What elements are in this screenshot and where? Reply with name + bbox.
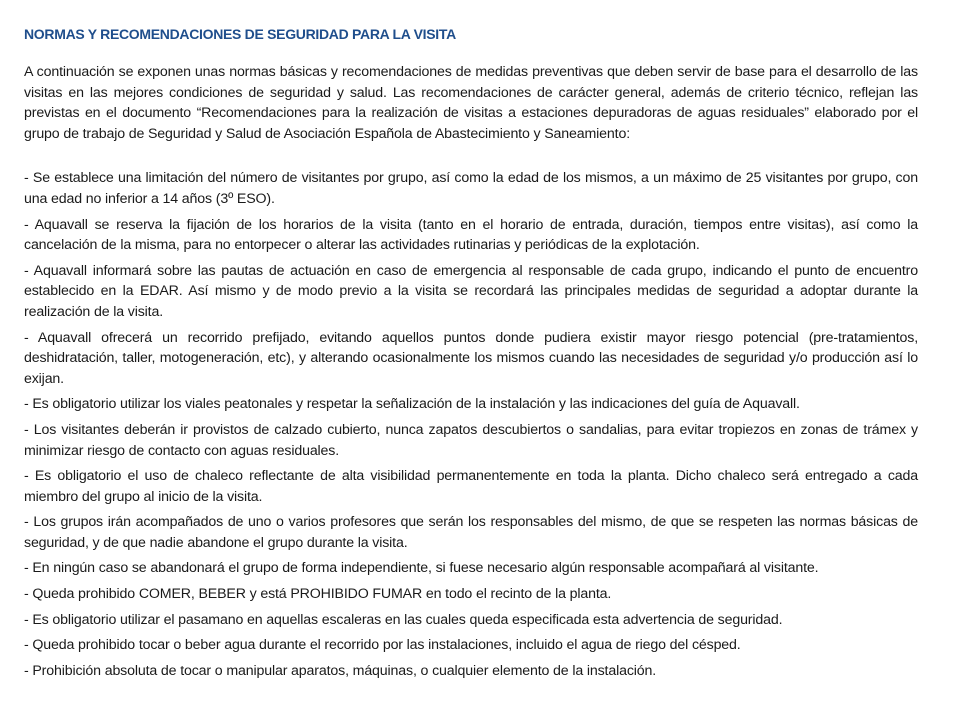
- rule-item: - En ningún caso se abandonará el grupo de forma independiente, si fuese necesario algún responsable acompañará al visitante.: [24, 560, 819, 577]
- rule-item: - Prohibición absoluta de tocar o manipular aparatos, máquinas, o cualquier elemento de la instalación.: [24, 662, 657, 679]
- intro-paragraph: A continuación se exponen unas normas básicas y recomendaciones de medidas preventivas que deben servir de base para el desarrollo de las visitas en las mejores condiciones de seguridad y salud. Las recomendaciones de carácter general, además de criterio técnico, reflejan las previstas en el documento “Recomendaciones para la realización de visitas a estaciones depuradoras de aguas residuales” elaborado por el grupo de trabajo de Seguridad y Salud de Asociación Española de Abastecimiento y Saneamiento:: [24, 64, 918, 142]
- rule-item: - Los visitantes deberán ir provistos de calzado cubierto, nunca zapatos descubiertos o sandalias, para evitar tropiezos en zonas de trámex y minimizar riesgo de contacto con aguas residuales.: [24, 421, 918, 459]
- rule-item: - Aquavall ofrecerá un recorrido prefijado, evitando aquellos puntos donde pudiera existir mayor riesgo potencial (pre-tratamientos, deshidratación, taller, motogeneración, etc), y alterando ocasionalmente los mismos cuando las necesidades de seguridad y/o producción así lo exijan.: [24, 329, 918, 387]
- rule-item: - Es obligatorio utilizar los viales peatonales y respetar la señalización de la instalación y las indicaciones del guía de Aquavall.: [24, 396, 800, 413]
- rule-item: - Los grupos irán acompañados de uno o varios profesores que serán los responsables del mismo, de que se respeten las normas básicas de seguridad, y de que nadie abandone el grupo durante la visita.: [24, 514, 918, 551]
- rule-item: - Aquavall informará sobre las pautas de actuación en caso de emergencia al responsable de cada grupo, indicando el punto de encuentro establecido en la EDAR. Así mismo y de modo previo a la visita se recordará las principales medidas de seguridad a adoptar durante la realización de la visita.: [24, 262, 918, 320]
- rule-item: - Se establece una limitación del número de visitantes por grupo, así como la edad de los mismos, a un máximo de 25 visitantes por grupo, con una edad no inferior a 14 años (3º ESO).: [24, 170, 918, 207]
- document-page: [24, 24, 918, 686]
- rule-item: - Queda prohibido tocar o beber agua durante el recorrido por las instalaciones, incluido el agua de riego del césped.: [24, 637, 741, 654]
- rule-item: - Es obligatorio el uso de chaleco reflectante de alta visibilidad permanentemente en toda la planta. Dicho chaleco será entregado a cada miembro del grupo al inicio de la visita.: [24, 468, 918, 505]
- rule-item: - Aquavall se reserva la fijación de los horarios de la visita (tanto en el horario de entrada, duración, tiempos entre visitas), así como la cancelación de la misma, para no entorpecer o alterar las actividades rutinarias y periódicas de la explotación.: [24, 216, 918, 254]
- rule-item: - Queda prohibido COMER, BEBER y está PROHIBIDO FUMAR en todo el recinto de la planta.: [24, 586, 612, 603]
- rules-list: [24, 168, 918, 681]
- document-title: NORMAS Y RECOMENDACIONES DE SEGURIDAD PARA LA VISITA: [24, 26, 456, 42]
- rule-item: - Es obligatorio utilizar el pasamano en aquellas escaleras en las cuales queda especificada esta advertencia de seguridad.: [24, 611, 783, 628]
